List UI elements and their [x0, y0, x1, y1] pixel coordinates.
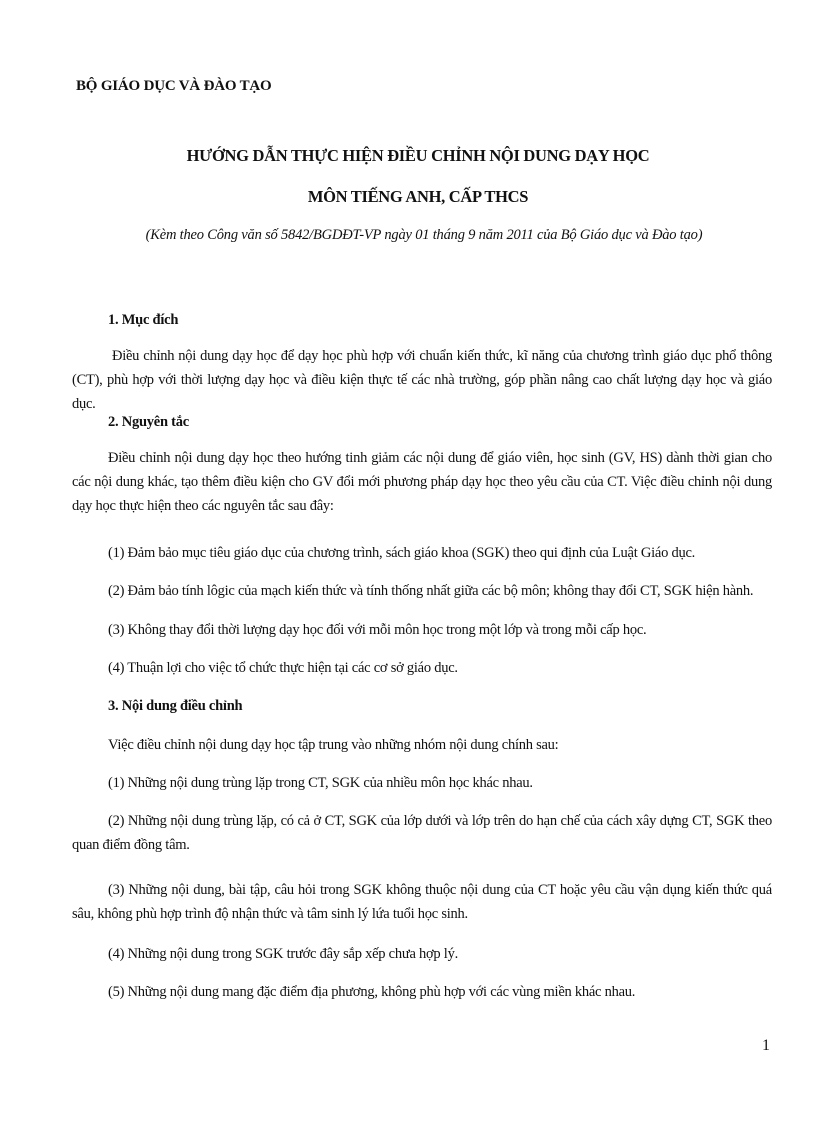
principle-item-4: (4) Thuận lợi cho việc tổ chức thực hiện tại các cơ sở giáo dục. — [108, 660, 458, 676]
ministry-name: BỘ GIÁO DỤC VÀ ĐÀO TẠO — [76, 78, 272, 94]
adjustment-item-3: (3) Những nội dung, bài tập, câu hỏi trong SGK không thuộc nội dung của CT hoặc yêu cầu vận dụng kiến thức quá sâu, không phù hợp trình độ nhận thức và tâm sinh lý lứa tuổi học sinh. — [72, 882, 772, 922]
document-subject: MÔN TIẾNG ANH, CẤP THCS — [307, 187, 529, 206]
page-number: 1 — [762, 1037, 770, 1054]
section-2-heading: 2. Nguyên tắc — [108, 414, 189, 430]
principle-item-1: (1) Đảm bảo mục tiêu giáo dục của chương trình, sách giáo khoa (SGK) theo qui định của Luật Giáo dục. — [108, 545, 696, 561]
adjustment-item-5: (5) Những nội dung mang đặc điểm địa phương, không phù hợp với các vùng miền khác nhau. — [108, 984, 636, 1000]
document-title: HƯỚNG DẪN THỰC HIỆN ĐIỀU CHỈNH NỘI DUNG DẠY HỌC — [186, 146, 650, 165]
adjustment-item-4: (4) Những nội dung trong SGK trước đây sắp xếp chưa hợp lý. — [108, 946, 458, 962]
section-3-heading: 3. Nội dung điều chỉnh — [108, 698, 243, 714]
principle-item-3: (3) Không thay đổi thời lượng dạy học đối với mỗi môn học trong một lớp và trong mỗi cấp học. — [108, 622, 647, 638]
adjustment-item-1: (1) Những nội dung trùng lặp trong CT, SGK của nhiều môn học khác nhau. — [108, 775, 533, 791]
section-2-paragraph: Điều chỉnh nội dung dạy học theo hướng tinh giảm các nội dung để giáo viên, học sinh (GV, HS) dành thời gian cho các nội dung khác, tạo thêm điều kiện cho GV đổi mới phương pháp dạy học theo yêu cầu của CT. Việc điều chỉnh nội dung dạy học thực hiện theo các nguyên tắc sau đây: — [72, 450, 772, 514]
document-reference: (Kèm theo Công văn số 5842/BGDĐT-VP ngày 01 tháng 9 năm 2011 của Bộ Giáo dục và Đào tạo) — [145, 227, 703, 243]
section-3-intro: Việc điều chỉnh nội dung dạy học tập trung vào những nhóm nội dung chính sau: — [108, 737, 559, 753]
principle-item-2: (2) Đảm bảo tính lôgic của mạch kiến thức và tính thống nhất giữa các bộ môn; không thay đổi CT, SGK hiện hành. — [108, 583, 754, 599]
section-1-heading: 1. Mục đích — [108, 312, 179, 328]
adjustment-item-2: (2) Những nội dung trùng lặp, có cả ở CT, SGK của lớp dưới và lớp trên do hạn chế của cách xây dựng CT, SGK theo quan điểm đồng tâm. — [72, 813, 772, 853]
section-1-paragraph: Điều chỉnh nội dung dạy học để dạy học phù hợp với chuẩn kiến thức, kĩ năng của chương trình giáo dục phổ thông (CT), phù hợp với thời lượng dạy học và điều kiện thực tế các nhà trường, góp phần nâng cao chất lượng dạy học và giáo dục. — [72, 348, 772, 412]
